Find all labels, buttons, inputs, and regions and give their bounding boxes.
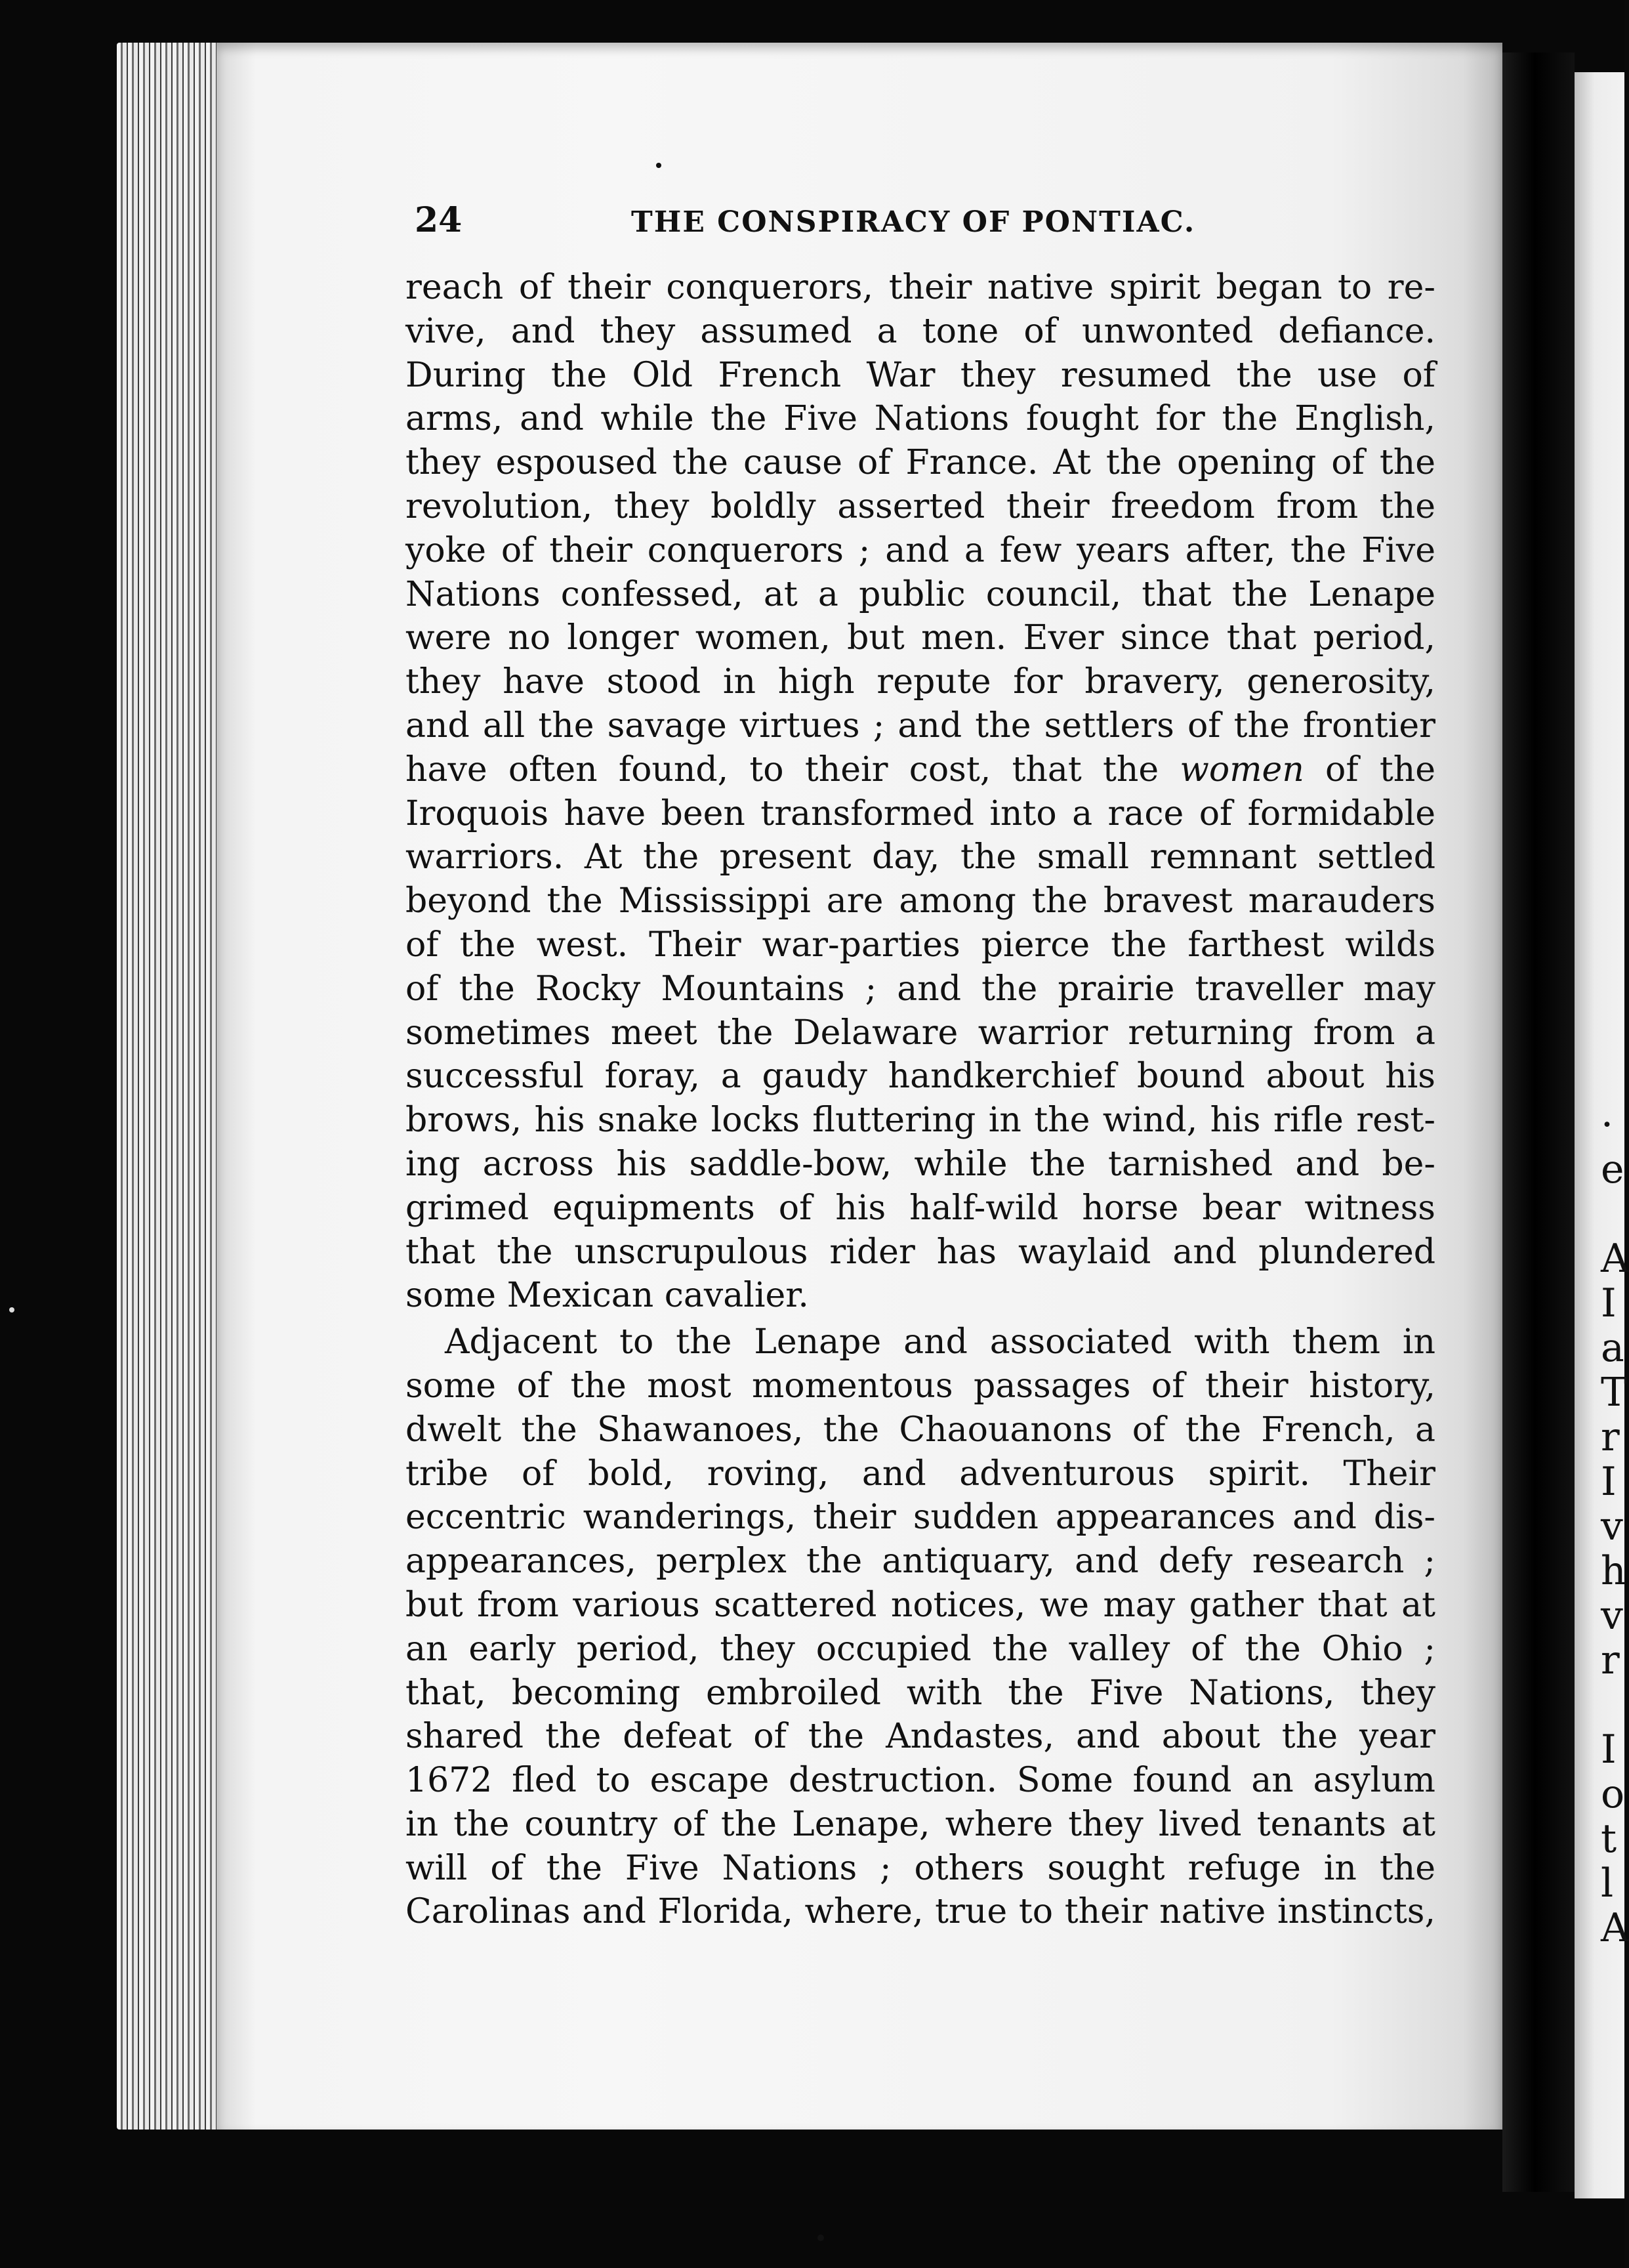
paragraph-1 [405, 266, 1435, 1318]
text-line: revolution, they boldly asserted their freedom from the [405, 486, 1435, 526]
body-text [405, 266, 1435, 1934]
text-line: were no longer women, but men. Ever since that period, [405, 618, 1435, 658]
text-line: an early period, they occupied the valley of the Ohio ; [405, 1629, 1435, 1669]
text-line: grimed equipments of his half-wild horse bear witness [405, 1188, 1435, 1228]
text-line: of the west. Their war-parties pierce the farthest wilds [405, 925, 1435, 965]
text-line: Adjacent to the Lenape and associated with them in [445, 1322, 1435, 1362]
paragraph-2 [405, 1320, 1435, 1934]
text-line: in the country of the Lenape, where they lived tenants at [405, 1804, 1435, 1844]
text-line: Iroquois have been transformed into a race of formidable [405, 793, 1435, 833]
facing-page-letters: · e A I a T r I v h v r I o t l A [1601, 1102, 1629, 1951]
text-line: ing across his saddle-bow, while the tarnished and be- [405, 1144, 1435, 1184]
text-line: some Mexican cavalier. [405, 1276, 809, 1316]
text-line: Carolinas and Florida, where, true to their native instincts, [405, 1892, 1435, 1932]
text-line: reach of their conquerors, their native spirit began to re- [405, 268, 1435, 307]
text-line: but from various scattered notices, we may gather that at [405, 1585, 1435, 1625]
italic-text: women [1180, 749, 1304, 789]
page-edges [117, 43, 222, 2130]
scan-speck [9, 1307, 14, 1312]
text-span: of the [1304, 749, 1435, 789]
text-line: Nations confessed, at a public council, that the Lenape [405, 574, 1435, 614]
text-line: that the unscrupulous rider has waylaid and plundered [405, 1232, 1435, 1272]
book-gutter [1502, 52, 1575, 2192]
text-line: sometimes meet the Delaware warrior returning from a [405, 1013, 1435, 1053]
text-line: beyond the Mississippi are among the bravest marauders [405, 881, 1435, 921]
text-line: warriors. At the present day, the small remnant settled [405, 837, 1435, 877]
running-title: THE CONSPIRACY OF PONTIAC. [631, 205, 1196, 239]
text-line: brows, his snake locks fluttering in the wind, his rifle rest- [405, 1101, 1435, 1141]
text-line: yoke of their conquerors ; and a few years after, the Five [405, 530, 1435, 570]
text-line: 1672 fled to escape destruction. Some found an asylum [405, 1761, 1435, 1801]
text-line: they espoused the cause of France. At the opening of the [405, 443, 1435, 483]
text-line: dwelt the Shawanoes, the Chaouanons of the French, a [405, 1410, 1435, 1450]
scan-speck [656, 163, 661, 168]
page-number: 24 [415, 200, 463, 240]
text-line: tribe of bold, roving, and adventurous spirit. Their [405, 1454, 1435, 1494]
running-head [415, 200, 1220, 253]
text-line: successful foray, a gaudy handkerchief bound about his [405, 1057, 1435, 1097]
text-line: During the Old French War they resumed the use of [405, 355, 1435, 395]
text-line: eccentric wanderings, their sudden appearances and dis- [405, 1498, 1435, 1538]
text-line: and all the savage virtues ; and the settlers of the frontier [405, 705, 1435, 746]
text-line [405, 748, 1435, 792]
text-span: have often found, to their cost, that the [405, 749, 1180, 789]
text-line: arms, and while the Five Nations fought for the English, [405, 399, 1435, 439]
text-line: of the Rocky Mountains ; and the prairie traveller may [405, 969, 1435, 1009]
text-line: will of the Five Nations ; others sought refuge in the [405, 1848, 1435, 1888]
text-line: appearances, perplex the antiquary, and defy research ; [405, 1542, 1435, 1582]
text-line: vive, and they assumed a tone of unwonted defiance. [405, 311, 1435, 351]
scan-speck [817, 2235, 824, 2241]
text-line: shared the defeat of the Andastes, and about the year [405, 1717, 1435, 1757]
text-line: that, becoming embroiled with the Five Nations, they [405, 1673, 1435, 1713]
text-line: some of the most momentous passages of their history, [405, 1366, 1435, 1406]
text-line: they have stood in high repute for bravery, generosity, [405, 662, 1435, 702]
